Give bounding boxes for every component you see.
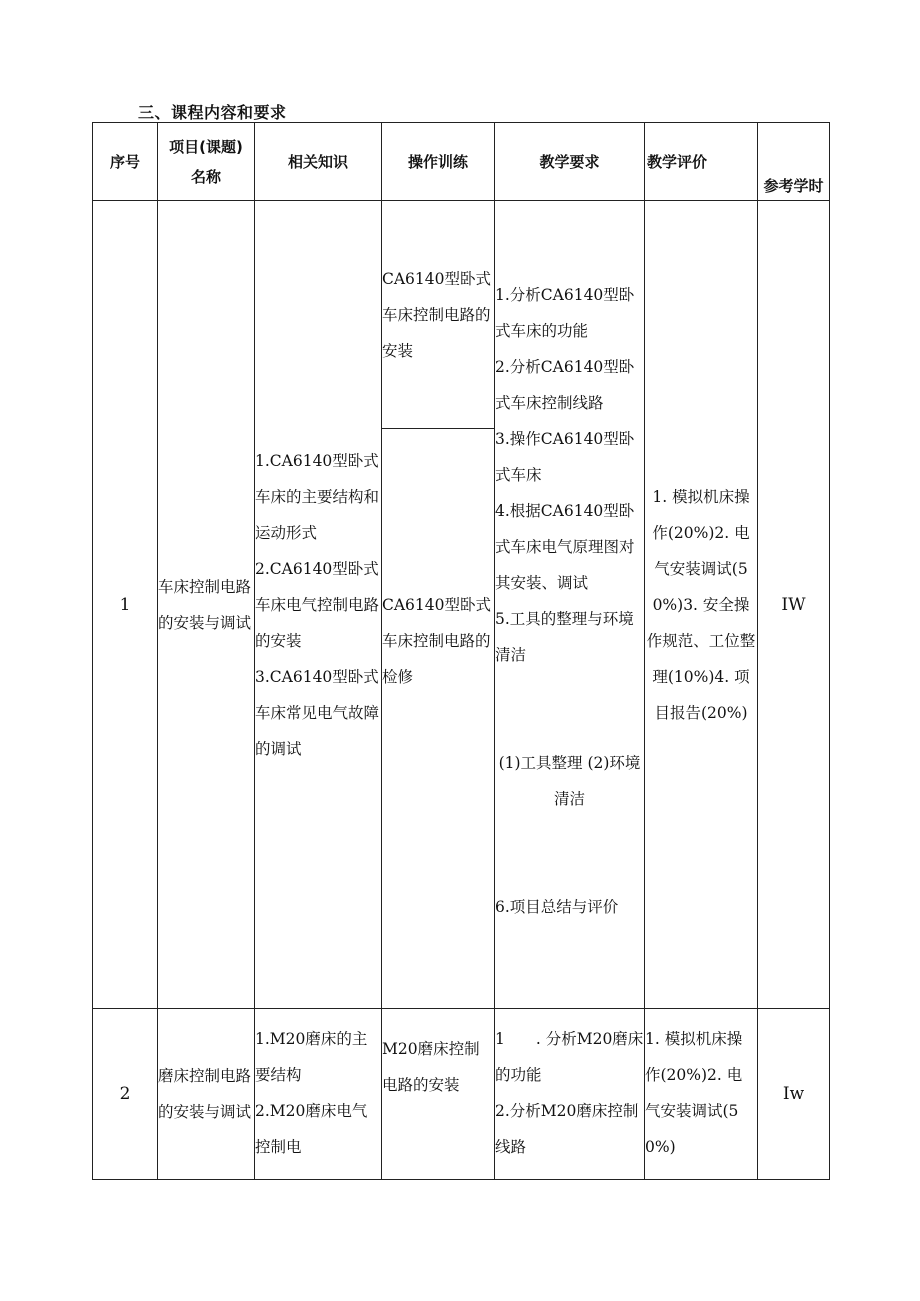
row2-seq: 2 xyxy=(93,1009,158,1180)
table-header-row xyxy=(93,123,830,201)
row2-evaluation: 1. 模拟机床操作(20%)2. 电气安装调试(50%) xyxy=(645,1009,758,1180)
header-evaluation: 教学评价 xyxy=(645,123,758,201)
header-seq: 序号 xyxy=(93,123,158,201)
row1-training-a: CA6140型卧式车床控制电路的安装 xyxy=(382,201,495,429)
row2-knowledge: 1.M20磨床的主要结构 2.M20磨床电气控制电 xyxy=(255,1009,382,1180)
header-project-line2: 名称 xyxy=(190,167,221,186)
course-content-table xyxy=(92,122,830,1180)
row1-requirements-sub: (1)工具整理 (2)环境清洁 xyxy=(498,754,641,808)
row1-hours: IW xyxy=(758,201,830,1009)
row2-project: 磨床控制电路的安装与调试 xyxy=(158,1009,255,1180)
header-training: 操作训练 xyxy=(382,123,495,201)
row1-requirements-end: 6.项目总结与评价 xyxy=(495,898,619,916)
row1-requirements xyxy=(495,201,645,1009)
section-title: 三、课程内容和要求 xyxy=(138,103,287,122)
table-row xyxy=(93,1009,830,1180)
row2-hours: Iw xyxy=(758,1009,830,1180)
row1-evaluation: 1. 模拟机床操作(20%)2. 电气安装调试(50%)3. 安全操作规范、工位整理(10%)4. 项目报告(20%) xyxy=(645,201,758,1009)
header-hours: 参考学时 xyxy=(758,123,830,201)
header-requirements: 教学要求 xyxy=(495,123,645,201)
row1-requirements-main: 1.分析CA6140型卧式车床的功能 2.分析CA6140型卧式车床控制线路 3.操作CA6140型卧式车床 4.根据CA6140型卧式车床电气原理图对其安装、调试 5.工具的整理与环境清洁 xyxy=(495,286,635,664)
row2-requirements: 1 . 分析M20磨床的功能 2.分析M20磨床控制线路 xyxy=(495,1009,645,1180)
row1-knowledge: 1.CA6140型卧式车床的主要结构和运动形式 2.CA6140型卧式车床电气控制电路的安装 3.CA6140型卧式车床常见电气故障的调试 xyxy=(255,201,382,1009)
row1-seq: 1 xyxy=(93,201,158,1009)
header-knowledge: 相关知识 xyxy=(255,123,382,201)
header-project-line1: 项目(课题) xyxy=(169,137,243,156)
row1-training-b: CA6140型卧式车床控制电路的检修 xyxy=(382,429,495,1009)
row2-training: M20磨床控制电路的安装 xyxy=(382,1009,495,1180)
table-row xyxy=(93,201,830,429)
header-project xyxy=(158,123,255,201)
row1-project: 车床控制电路的安装与调试 xyxy=(158,201,255,1009)
